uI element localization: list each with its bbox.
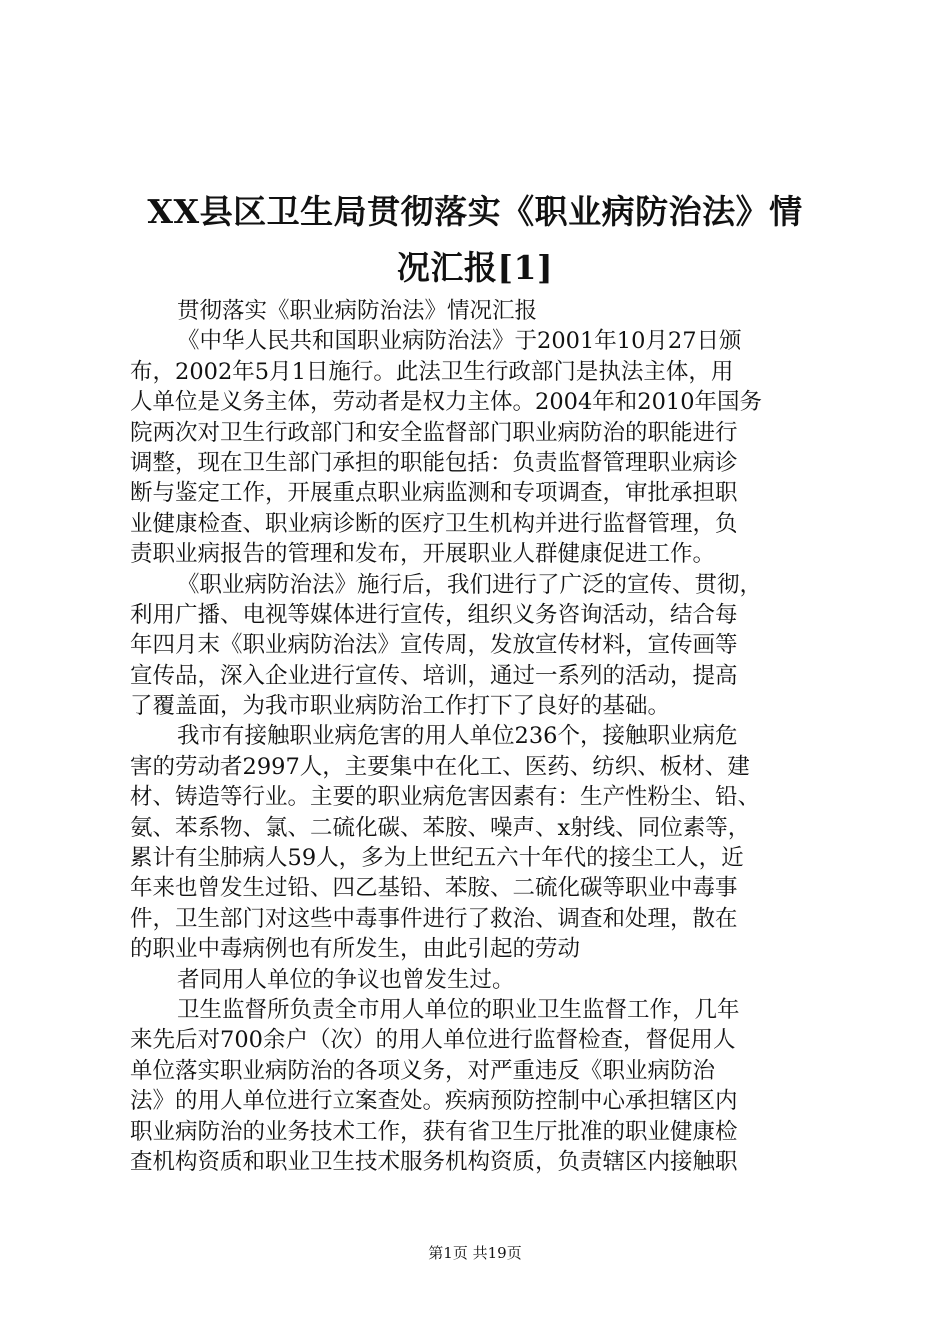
text-line: 材、铸造等行业。主要的职业病危害因素有：生产性粉尘、铅、 [130,784,761,811]
text-line: 《职业病防治法》施行后，我们进行了广泛的宣传、贯彻， [177,571,763,598]
text-line: 院两次对卫生行政部门和安全监督部门职业病防治的职能进行 [130,419,738,446]
text-line: 者同用人单位的争议也曾发生过。 [177,966,515,993]
text-line: 卫生监督所负责全市用人单位的职业卫生监督工作，几年 [177,996,740,1023]
text-line: 单位落实职业病防治的各项义务，对严重违反《职业病防治 [130,1057,716,1084]
text-line: 调整，现在卫生部门承担的职能包括：负责监督管理职业病诊 [130,449,738,476]
text-line: 了覆盖面，为我市职业病防治工作打下了良好的基础。 [130,693,671,720]
text-line: 年来也曾发生过铅、四乙基铅、苯胺、二硫化碳等职业中毒事 [130,875,738,902]
text-line: 我市有接触职业病危害的用人单位236个，接触职业病危 [177,723,738,750]
text-line: 利用广播、电视等媒体进行宣传，组织义务咨询活动，结合每 [130,601,738,628]
text-line: 查机构资质和职业卫生技术服务机构资质，负责辖区内接触职 [130,1148,738,1175]
text-line: 业健康检查、职业病诊断的医疗卫生机构并进行监督管理，负 [130,510,738,537]
text-line: 害的劳动者2997人，主要集中在化工、医药、纺织、板材、建 [130,753,750,780]
document-body [130,296,832,1177]
text-line: 来先后对700余户（次）的用人单位进行监督检查，督促用人 [130,1027,736,1054]
text-line: 断与鉴定工作，开展重点职业病监测和专项调查，审批承担职 [130,480,738,507]
text-line: 《中华人民共和国职业病防治法》于2001年10月27日颁 [177,328,742,355]
text-line: 职业病防治的业务技术工作，获有省卫生厅批准的职业健康检 [130,1118,738,1145]
text-line: 人单位是义务主体，劳动者是权力主体。2004年和2010年国务 [130,389,763,416]
text-line: 布，2002年5月1日施行。此法卫生行政部门是执法主体，用 [130,358,734,385]
text-line: 累计有尘肺病人59人，多为上世纪五六十年代的接尘工人，近 [130,845,744,872]
text-line: 责职业病报告的管理和发布，开展职业人群健康促进工作。 [130,541,716,568]
page-footer: 第1页 共19页 [428,1244,522,1262]
text-line: 法》的用人单位进行立案查处。疾病预防控制中心承担辖区内 [130,1088,738,1115]
title-line: 况汇报[1] [396,248,554,287]
text-line: 氨、苯系物、氯、二硫化碳、苯胺、噪声、x射线、同位素等， [130,814,751,841]
text-line: 宣传品，深入企业进行宣传、培训，通过一系列的活动，提高 [130,662,738,689]
text-line: 贯彻落实《职业病防治法》情况汇报 [177,298,538,324]
document-title [100,184,850,296]
text-line: 的职业中毒病例也有所发生，由此引起的劳动 [130,936,581,963]
text-line: 件，卫生部门对这些中毒事件进行了救治、调查和处理，散在 [130,905,738,932]
title-line: XX县区卫生局贯彻落实《职业病防治法》情 [147,192,803,231]
text-line: 年四月末《职业病防治法》宣传周，发放宣传材料，宣传画等 [130,632,738,659]
